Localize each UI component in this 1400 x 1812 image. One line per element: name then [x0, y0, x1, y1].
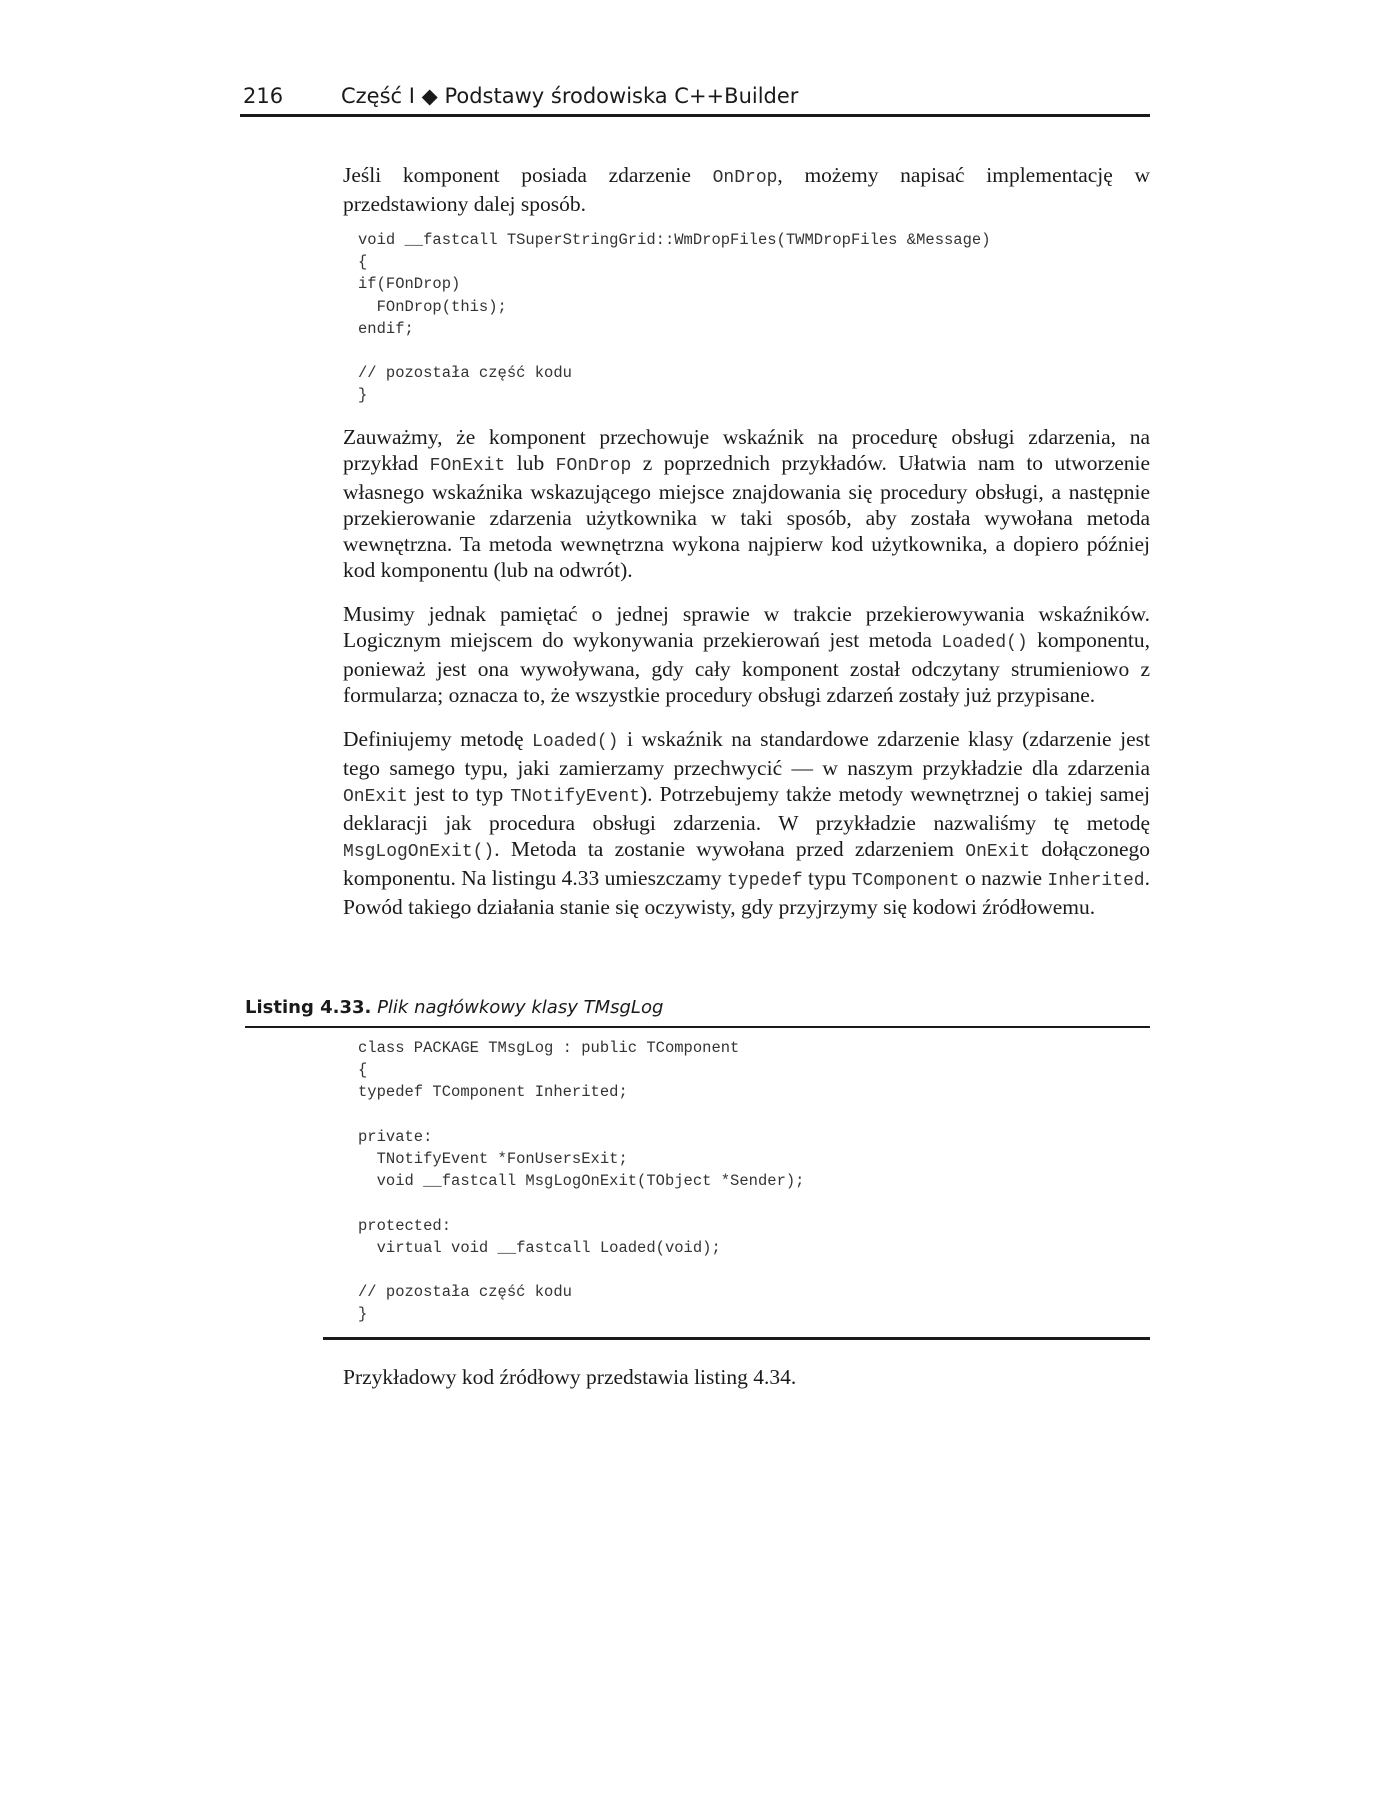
running-header — [240, 84, 1150, 117]
paragraph-define-loaded: Definiujemy metodę Loaded() i wskaźnik na standardowe zdarzenie klasy (zdarzenie jest tego samego typu, jaki zamierzamy przechwycić — w naszym przykładzie dla zdarzenia OnExit jest to typ TNotifyEvent). Potrzebujemy także metody wewnętrznej o takiej samej deklaracji jak procedura obsługi zdarzenia. W przykładzie nazwaliśmy tę metodę MsgLogOnExit(). Metoda ta zostanie wywołana przed zdarzeniem OnExit dołączonego komponentu. Na listingu 4.33 umieszczamy typedef typu TComponent o nazwie Inherited. Powód takiego działania stanie się oczywisty, gdy przyjrzymy się kodowi źródłowemu. — [343, 726, 1151, 919]
listing-title: Plik nagłówkowy klasy TMsgLog — [377, 997, 664, 1018]
inline-code: OnDrop — [712, 168, 778, 188]
inline-code: FOnExit — [429, 455, 506, 476]
footer-content — [343, 1364, 1150, 1390]
inline-code: Inherited — [1047, 870, 1145, 891]
inline-code: Loaded() — [941, 632, 1028, 653]
main-content — [343, 162, 1150, 920]
inline-code: Loaded() — [532, 731, 619, 752]
page-number: 216 — [243, 84, 284, 108]
listing-caption — [245, 997, 1150, 1028]
listing-bottom-rule — [323, 1337, 1150, 1340]
running-title: Część I ◆ Podstawy środowiska C++Builder — [341, 84, 799, 108]
inline-code: OnExit — [343, 786, 408, 807]
inline-code: FOnDrop — [555, 455, 632, 476]
paragraph-event-pointer: Zauważmy, że komponent przechowuje wskaźnik na procedurę obsługi zdarzenia, na przykład FOnExit lub FOnDrop z poprzednich przykładów. Ułatwia nam to utworzenie własnego wskaźnika wskazującego miejsce znajdowania się procedury obsługi, a następnie przekierowanie zdarzenia użytkownika w taki sposób, aby została wywołana metoda wewnętrzna. Ta metoda wewnętrzna wykona najpierw kod użytkownika, a dopiero później kod komponentu (lub na odwrót). — [343, 424, 1151, 582]
paragraph-ondrop: Jeśli komponent posiada zdarzenie OnDrop, możemy napisać implementację w przedstawiony dalej sposób. — [343, 163, 1150, 216]
listing-label: Listing 4.33. — [245, 997, 372, 1018]
inline-code: typedef — [726, 870, 803, 891]
listing-code: class PACKAGE TMsgLog : public TComponent { typedef TComponent Inherited; private: TNotifyEvent *FonUsersExit; void __fastcall MsgLogOnExit(TObject *Sender); protected: virtual void __fastcall Loaded(void); // pozostała część kodu } — [358, 1039, 805, 1324]
inline-code: MsgLogOnExit() — [343, 841, 495, 862]
paragraph-listing-reference: Przykładowy kod źródłowy przedstawia listing 4.34. — [343, 1365, 797, 1389]
inline-code: TComponent — [851, 870, 960, 891]
inline-code: OnExit — [965, 841, 1031, 862]
code-sample-wmdropfiles: void __fastcall TSuperStringGrid::WmDropFiles(TWMDropFiles &Message) { if(FOnDrop) FOnDrop(this); endif; // pozostała część kodu } — [358, 231, 991, 405]
paragraph-loaded-method: Musimy jednak pamiętać o jednej sprawie w trakcie przekierowywania wskaźników. Logicznym miejscem do wykonywania przekierowań jest metoda Loaded() komponentu, ponieważ jest ona wywoływana, gdy cały komponent został odczytany strumieniowo z formularza; oznacza to, że wszystkie procedury obsługi zdarzeń zostały już przypisane. — [343, 601, 1150, 707]
inline-code: TNotifyEvent — [510, 786, 640, 807]
